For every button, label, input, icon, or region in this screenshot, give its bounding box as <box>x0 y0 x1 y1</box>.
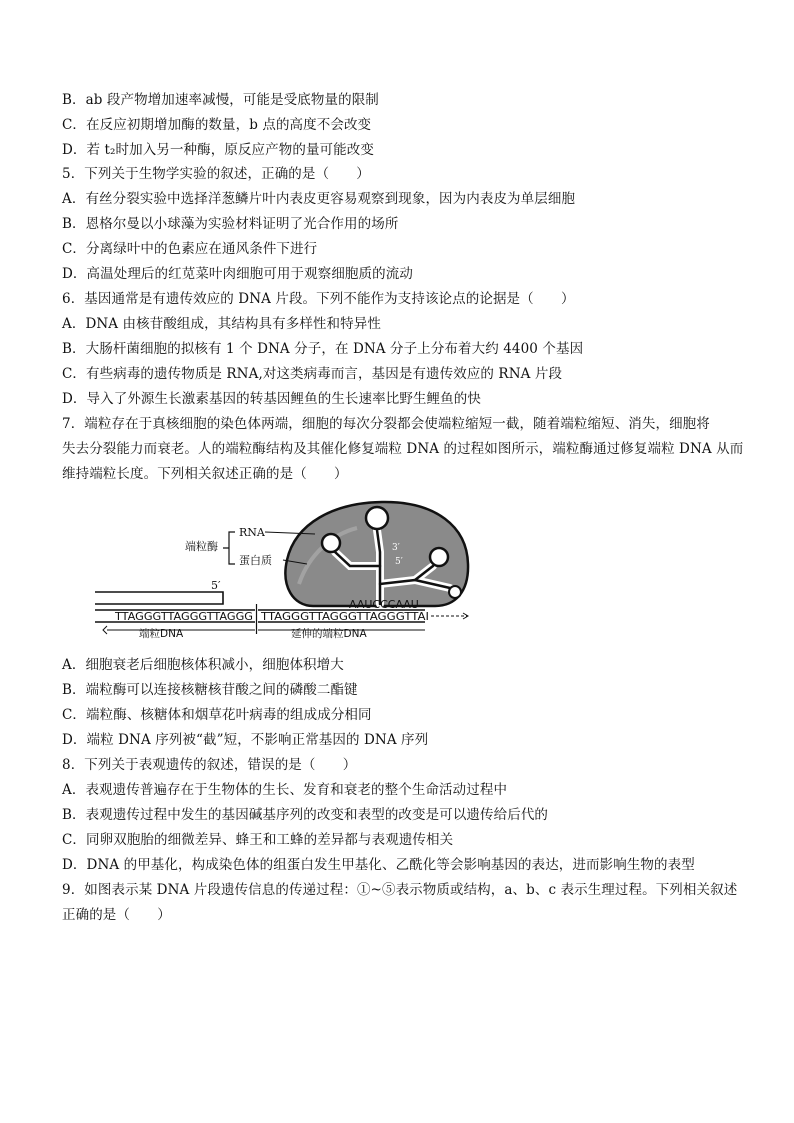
q6-option-b: B．大肠杆菌细胞的拟核有 1 个 DNA 分子，在 DNA 分子上分布着大约 4400 个基因 <box>62 341 584 357</box>
telomerase-figure <box>95 494 475 640</box>
q7-option-a: A．细胞衰老后细胞核体积减小，细胞体积增大 <box>62 657 344 673</box>
q8-option-b: B．表观遗传过程中发生的基因碱基序列的改变和表型的改变是可以遗传给后代的 <box>62 807 549 823</box>
q8-option-c: C．同卵双胞胎的细微差异、蜂王和工蜂的差异都与表观遗传相关 <box>62 832 454 848</box>
q5-option-a: A．有丝分裂实验中选择洋葱鳞片叶内表皮更容易观察到现象，因为内表皮为单层细胞 <box>62 191 576 207</box>
rna-loop-right <box>430 548 448 566</box>
q4-option-c: C．在反应初期增加酶的数量，b 点的高度不会改变 <box>62 117 372 133</box>
q7-option-c: C．端粒酶、核糖体和烟草花叶病毒的组成成分相同 <box>62 707 372 723</box>
q6-option-a: A．DNA 由核苷酸组成，其结构具有多样性和特异性 <box>62 316 381 332</box>
q9-stem-line1: 9．如图表示某 DNA 片段遗传信息的传递过程：①~⑤表示物质或结构，a、b、c 表示生理过程。下列相关叙述 <box>62 882 738 898</box>
q7-stem-line3: 维持端粒长度。下列相关叙述正确的是（ ） <box>62 466 348 482</box>
q8-option-a: A．表观遗传普遍存在于生物体的生长、发育和衰老的整个生命活动过程中 <box>62 782 508 798</box>
q5-option-d: D．高温处理后的红苋菜叶肉细胞可用于观察细胞质的流动 <box>62 266 413 282</box>
rna-loop-left <box>322 534 340 552</box>
three-prime-label: 3′ <box>392 543 400 553</box>
telomere-dna-label: 端粒DNA <box>139 628 184 640</box>
q6-stem: 6．基因通常是有遗传效应的 DNA 片段。下列不能作为支持该论点的论据是（ ） <box>62 291 575 307</box>
protein-label: 蛋白质 <box>239 554 272 567</box>
q5-stem: 5．下列关于生物学实验的叙述，正确的是（ ） <box>62 166 370 182</box>
five-prime-inner-label: 5′ <box>395 557 403 567</box>
q7-stem-line1: 7．端粒存在于真核细胞的染色体两端，细胞的每次分裂都会使端粒缩短一截，随着端粒缩短、消失，细胞将 <box>62 416 710 432</box>
q8-stem: 8．下列关于表观遗传的叙述，错误的是（ ） <box>62 757 357 773</box>
q5-option-c: C．分离绿叶中的色素应在通风条件下进行 <box>62 241 318 257</box>
telomerase-label: 端粒酶 <box>185 540 218 553</box>
q7-option-d: D．端粒 DNA 序列被“截”短，不影响正常基因的 DNA 序列 <box>62 732 429 748</box>
q6-option-d: D．导入了外源生长激素基因的转基因鲤鱼的生长速率比野生鲤鱼的快 <box>62 391 481 407</box>
q8-option-d: D．DNA 的甲基化，构成染色体的组蛋白发生甲基化、乙酰化等会影响基因的表达，进而影响生物的表型 <box>62 857 695 873</box>
extended-dna-label: 延伸的端粒DNA <box>291 628 367 640</box>
q7-stem-line2: 失去分裂能力而衰老。人的端粒酶结构及其催化修复端粒 DNA 的过程如图所示，端粒酶通过修复端粒 DNA 从而 <box>62 441 744 457</box>
q4-option-b: B．ab 段产物增加速率减慢，可能是受底物量的限制 <box>62 92 379 108</box>
q4-option-d: D．若 t₂时加入另一种酶，原反应产物的量可能改变 <box>62 142 374 158</box>
rna-loop-right2 <box>449 586 461 598</box>
extended-dna-sequence: TTAGGGTTAGGGTTAGGGTTAI <box>259 611 429 623</box>
q9-stem-line2: 正确的是（ ） <box>62 907 171 923</box>
five-prime-strand-label: 5′ <box>211 579 221 592</box>
rna-template-sequence: AAUCCCAAU <box>349 598 419 611</box>
telomere-dna-sequence: TTAGGGTTAGGGTTAGGG <box>113 611 253 623</box>
rna-loop-top <box>366 507 388 529</box>
rna-label: RNA <box>239 526 265 539</box>
q6-option-c: C．有些病毒的遗传物质是 RNA,对这类病毒而言，基因是有遗传效应的 RNA 片段 <box>62 366 563 382</box>
q7-option-b: B．端粒酶可以连接核糖核苷酸之间的磷酸二酯键 <box>62 682 358 698</box>
q5-option-b: B．恩格尔曼以小球藻为实验材料证明了光合作用的场所 <box>62 216 399 232</box>
